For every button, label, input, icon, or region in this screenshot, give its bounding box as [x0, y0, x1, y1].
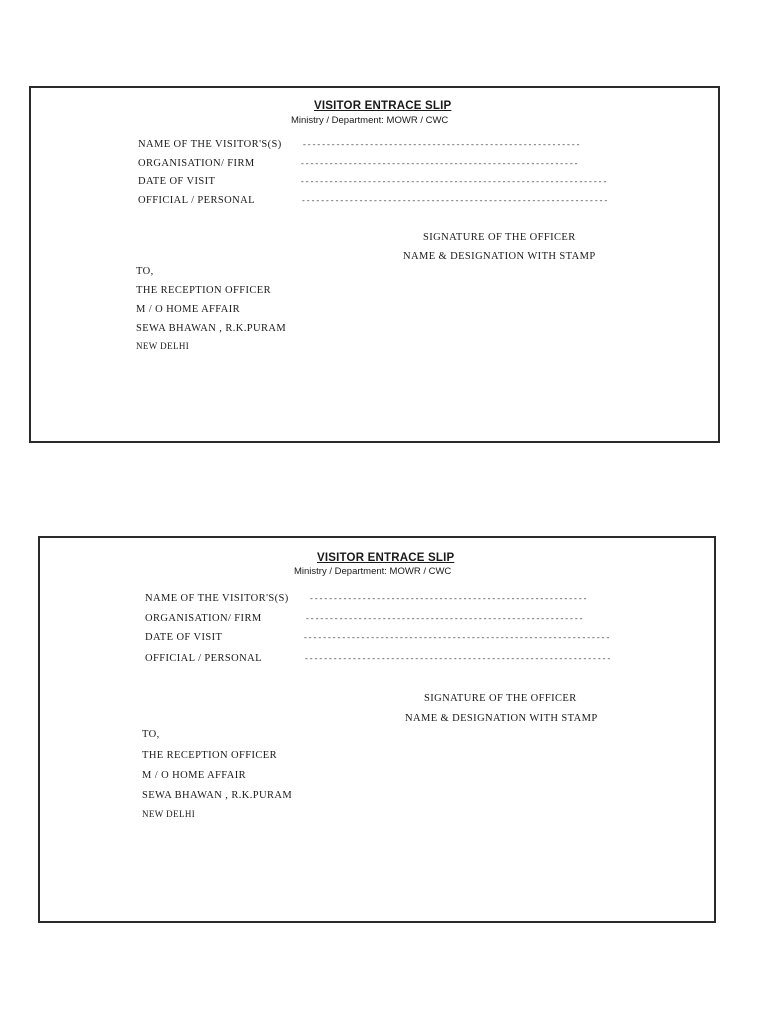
- slip-subtitle: Ministry / Department: MOWR / CWC: [294, 566, 452, 577]
- label-visitor-name: NAME OF THE VISITOR'S(S): [145, 593, 289, 604]
- signature-label: SIGNATURE OF THE OFFICER: [423, 232, 576, 243]
- date-of-visit-line[interactable]: ----------------------------------------------------------------: [303, 634, 611, 643]
- address-recipient: THE RECEPTION OFFICER: [136, 285, 271, 296]
- official-personal-line[interactable]: ----------------------------------------------------------------: [304, 655, 612, 664]
- visitor-slip-1: [29, 86, 720, 443]
- address-ministry: M / O HOME AFFAIR: [136, 304, 241, 315]
- date-of-visit-line[interactable]: ----------------------------------------------------------------: [300, 178, 608, 187]
- slip-title: VISITOR ENTRACE SLIP: [317, 552, 455, 564]
- visitor-name-line[interactable]: ----------------------------------------------------------: [302, 141, 581, 150]
- official-personal-line[interactable]: ----------------------------------------------------------------: [301, 197, 609, 206]
- organisation-line[interactable]: ----------------------------------------------------------: [305, 615, 584, 624]
- address-recipient: THE RECEPTION OFFICER: [142, 750, 277, 761]
- slip-title: VISITOR ENTRACE SLIP: [314, 100, 452, 112]
- visitor-name-line[interactable]: ----------------------------------------------------------: [309, 595, 588, 604]
- visitor-slip-2: [38, 536, 716, 923]
- signature-label: SIGNATURE OF THE OFFICER: [424, 693, 577, 704]
- address-ministry: M / O HOME AFFAIR: [142, 770, 247, 781]
- label-official-personal: OFFICIAL / PERSONAL: [145, 653, 262, 664]
- label-visitor-name: NAME OF THE VISITOR'S(S): [138, 139, 282, 150]
- label-organisation: ORGANISATION/ FIRM: [145, 613, 262, 624]
- label-date-of-visit: DATE OF VISIT: [145, 632, 223, 643]
- address-to: TO,: [142, 729, 160, 740]
- address-to: TO,: [136, 266, 154, 277]
- designation-label: NAME & DESIGNATION WITH STAMP: [405, 713, 598, 724]
- label-date-of-visit: DATE OF VISIT: [138, 176, 216, 187]
- organisation-line[interactable]: ----------------------------------------------------------: [300, 160, 579, 169]
- label-organisation: ORGANISATION/ FIRM: [138, 158, 255, 169]
- address-city: NEW DELHI: [142, 809, 196, 819]
- designation-label: NAME & DESIGNATION WITH STAMP: [403, 251, 596, 262]
- address-building: SEWA BHAWAN , R.K.PURAM: [142, 790, 293, 801]
- address-building: SEWA BHAWAN , R.K.PURAM: [136, 323, 287, 334]
- label-official-personal: OFFICIAL / PERSONAL: [138, 195, 255, 206]
- slip-subtitle: Ministry / Department: MOWR / CWC: [291, 115, 449, 126]
- address-city: NEW DELHI: [136, 341, 190, 351]
